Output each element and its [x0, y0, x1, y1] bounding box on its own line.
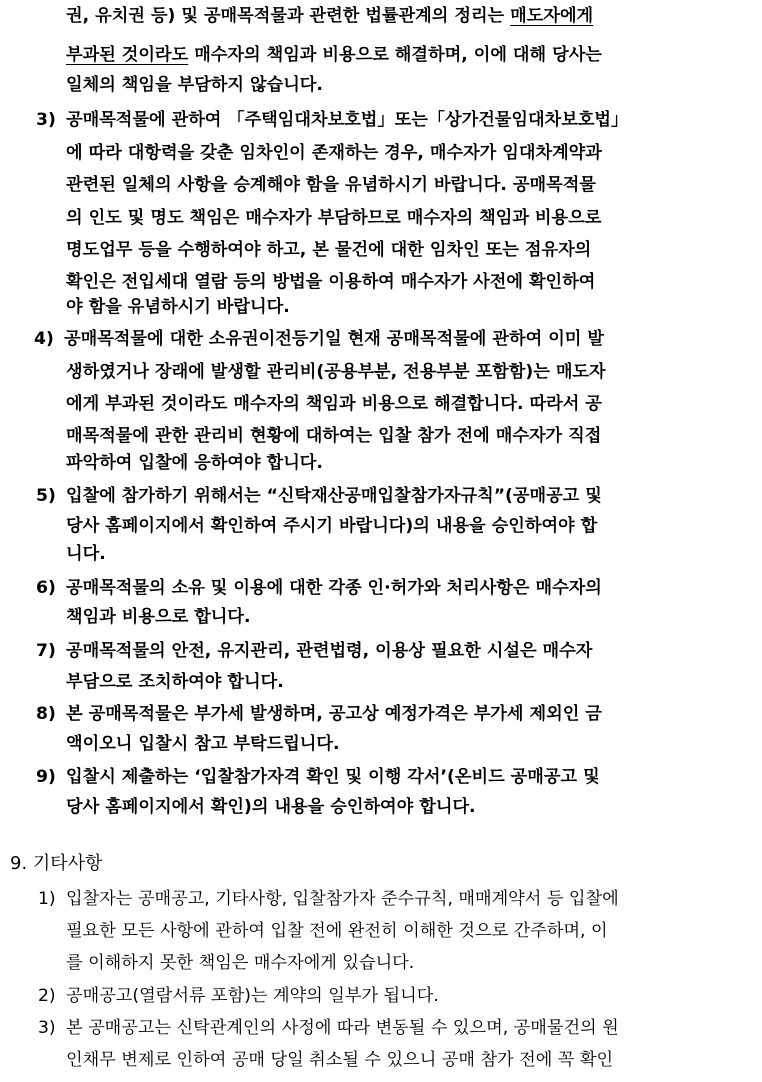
intro-underlined-1: 매도자에게	[510, 6, 594, 26]
item-7-line-1: 공매목적물의 안전, 유지관리, 관련법령, 이용상 필요한 시설은 매수자	[66, 641, 593, 661]
intro-underlined-2: 부과된 것이라도	[66, 45, 189, 65]
item-3-line-5: 명도업무 등을 수행하여야 하고, 본 물건에 대한 임차인 또는 점유자의	[66, 240, 592, 260]
item-9-line-2: 당사 홈페이지에서 확인)의 내용을 승인하여야 합니다.	[66, 797, 476, 817]
s9-item-1-line-2: 필요한 모든 사항에 관하여 입찰 전에 완전히 이해한 것으로 간주하며, 이	[66, 921, 608, 941]
item-4-line-3: 에게 부과된 것이라도 매수자의 책임과 비용으로 해결합니다. 따라서 공	[66, 394, 602, 414]
intro-line-3: 일체의 책임을 부담하지 않습니다.	[66, 75, 323, 95]
s9-item-1-line-3: 를 이해하지 못한 책임은 매수자에게 있습니다.	[66, 953, 415, 973]
item-4-line-5: 파악하여 입찰에 응하여야 합니다.	[66, 453, 323, 473]
item-3-number: 3)	[36, 110, 56, 130]
item-6-number: 6)	[36, 578, 56, 598]
item-9-line-1: 입찰시 제출하는 ‘입찰참가자격 확인 및 이행 각서’(온비드 공매공고 및	[66, 767, 600, 787]
item-6-line-1: 공매목적물의 소유 및 이용에 대한 각종 인·허가와 처리사항은 매수자의	[66, 578, 602, 598]
item-6-line-2: 책임과 비용으로 합니다.	[66, 607, 251, 627]
item-3-line-6: 확인은 전입세대 열람 등의 방법을 이용하여 매수자가 사전에 확인하여	[66, 272, 596, 292]
item-8-line-1: 본 공매목적물은 부가세 발생하며, 공고상 예정가격은 부가세 제외인 금	[66, 704, 602, 724]
item-3-line-7: 야 함을 유념하시기 바랍니다.	[66, 297, 290, 317]
s9-item-1-line-1: 입찰자는 공매공고, 기타사항, 입찰참가자 준수규칙, 매매계약서 등 입찰에	[66, 889, 619, 909]
item-9-number: 9)	[36, 767, 56, 787]
item-5-number: 5)	[36, 486, 56, 506]
s9-item-3-line-1: 본 공매공고는 신탁관계인의 사정에 따라 변동될 수 있으며, 공매물건의 원	[66, 1018, 619, 1038]
s9-item-2-number: 2)	[38, 986, 56, 1006]
s9-item-3-number: 3)	[38, 1018, 56, 1038]
item-4-line-1: 공매목적물에 대한 소유권이전등기일 현재 공매목적물에 관하여 이미 발	[64, 329, 604, 349]
item-4-line-4: 매목적물에 관한 관리비 현황에 대하여는 입찰 참가 전에 매수자가 직접	[66, 426, 602, 446]
intro-line-2-text: 매수자의 책임과 비용으로 해결하며, 이에 대해 당사는	[188, 45, 602, 65]
intro-line-1	[66, 4, 593, 28]
s9-item-1-number: 1)	[38, 889, 56, 909]
item-3-line-3: 관련된 일체의 사항을 승계해야 함을 유념하시기 바랍니다. 공매목적물	[66, 175, 596, 195]
item-5-line-2: 당사 홈페이지에서 확인하여 주시기 바랍니다)의 내용을 승인하여야 합	[66, 516, 598, 536]
item-8-number: 8)	[36, 704, 56, 724]
item-4-line-2: 생하였거나 장래에 발생할 관리비(공용부분, 전용부분 포함함)는 매도자	[66, 362, 606, 382]
item-3-line-4: 의 인도 및 명도 책임은 매수자가 부담하므로 매수자의 책임과 비용으로	[66, 208, 602, 228]
item-5-line-3: 니다.	[66, 544, 106, 564]
item-7-number: 7)	[36, 641, 56, 661]
intro-line-1-text: 권, 유치권 등) 및 공매목적물과 관련한 법률관계의 정리는	[66, 6, 511, 26]
item-5-line-1: 입찰에 참가하기 위해서는 “신탁재산공매입찰참가자규칙”(공매공고 및	[66, 486, 602, 506]
item-8-line-2: 액이오니 입찰시 참고 부탁드립니다.	[66, 734, 340, 754]
s9-item-2-line-1: 공매공고(열람서류 포함)는 계약의 일부가 됩니다.	[66, 986, 439, 1006]
item-3-line-2: 에 따라 대항력을 갖춘 임차인이 존재하는 경우, 매수자가 임대차계약과	[66, 143, 602, 163]
item-7-line-2: 부담으로 조치하여야 합니다.	[66, 672, 284, 692]
item-4-number: 4)	[34, 329, 54, 349]
item-3-line-1: 공매목적물에 관하여 「주택임대차보호법」또는「상가건물임대차보호법」	[66, 110, 629, 130]
section-heading: 9. 기타사항	[10, 853, 103, 874]
s9-item-3-line-2: 인채무 변제로 인하여 공매 당일 취소될 수 있으니 공매 참가 전에 꼭 확인	[66, 1050, 614, 1070]
intro-line-2	[66, 43, 602, 67]
